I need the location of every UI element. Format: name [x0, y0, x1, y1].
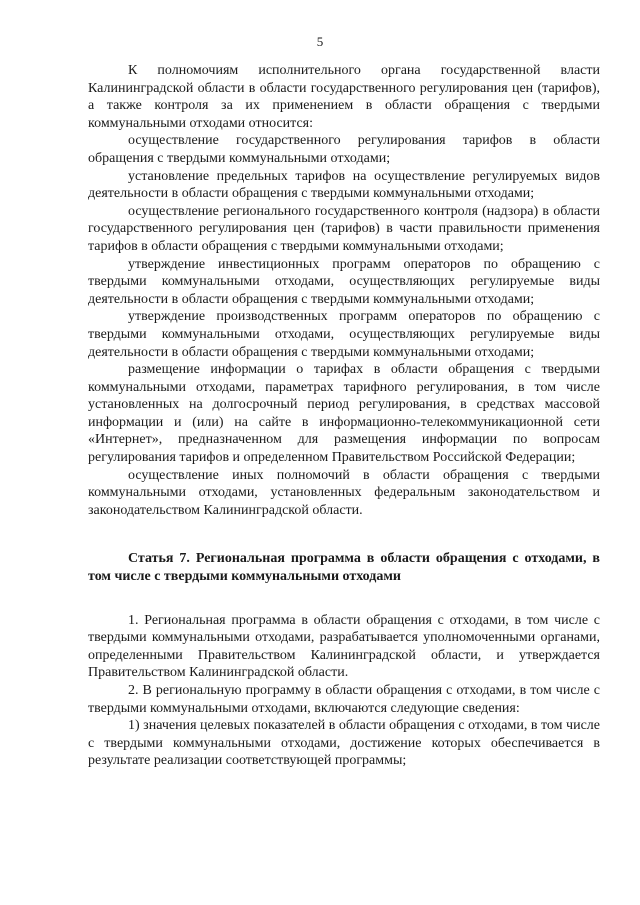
page-number: 5 [316, 34, 324, 49]
paragraph-item: осуществление иных полномочий в области обращения с твердыми коммунальными отходами, установленных федеральным законодательством и законодательством Калининградской области. [88, 467, 600, 518]
paragraph-item: осуществление государственного регулирования тарифов в области обращения с твердыми коммунальными отходами; [88, 133, 600, 166]
document-body [88, 62, 600, 770]
paragraph-clause: 1) значения целевых показателей в области обращения с отходами, в том числе с твердыми коммунальными отходами, достижение которых обеспечивается в результате реализации соответствующей программы; [88, 718, 600, 769]
paragraph-item: размещение информации о тарифах в области обращения с твердыми коммунальными отходами, параметрах тарифного регулирования, в том числе установленных на долгосрочный период регулирования, в средствах массовой информации и (или) на сайте в информационно-телекоммуникационной сети «Интернет», предназначенном для размещения информации по вопросам регулирования тарифов и определенном Правительством Российской Федерации; [88, 362, 600, 466]
paragraph-intro: К полномочиям исполнительного органа государственной власти Калининградской области в области государственного регулирования цен (тарифов), а также контроля за их применением в области обращения с твердыми коммунальными отходами относится: [88, 63, 600, 131]
paragraph-item: утверждение инвестиционных программ операторов по обращению с твердыми коммунальными отходами, осуществляющих регулируемые виды деятельности в области обращения с твердыми коммунальными отходами; [88, 256, 600, 307]
paragraph-clause: 2. В региональную программу в области обращения с отходами, в том числе с твердыми коммунальными отходами, включаются следующие сведения: [88, 683, 600, 716]
article-title: Статья 7. Региональная программа в области обращения с отходами, в том числе с твердыми коммунальными отходами [88, 551, 600, 585]
paragraph-item: утверждение производственных программ операторов по обращению с твердыми коммунальными отходами, осуществляющих регулируемые виды деятельности в области обращения с твердыми коммунальными отходами; [88, 309, 600, 360]
paragraph-item: установление предельных тарифов на осуществление регулируемых видов деятельности в области обращения с твердыми коммунальными отходами; [88, 168, 600, 202]
paragraph-item: осуществление регионального государственного контроля (надзора) в области государственного регулирования цен (тарифов) в части правильности применения тарифов в области обращения с твердыми коммунальными отходами; [88, 203, 600, 254]
paragraph-clause: 1. Региональная программа в области обращения с отходами, в том числе с твердыми коммунальными отходами, разрабатывается уполномоченными органами, определенными Правительством Калининградской области, и утверждается Правительством Калининградской области. [88, 612, 600, 681]
